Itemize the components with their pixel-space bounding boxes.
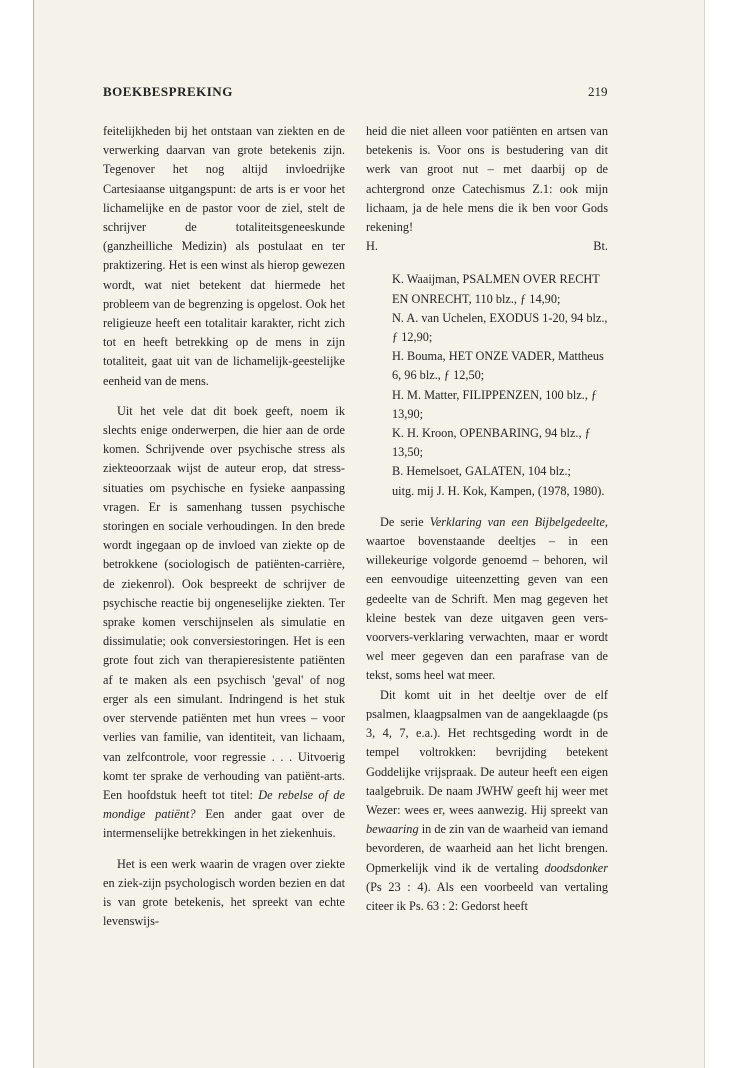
- running-header-section: BOEKBESPREKING: [103, 84, 233, 99]
- right-paragraph-3: [366, 686, 608, 916]
- bibliography-entry: K. Waaijman, PSALMEN OVER RECHT EN ONRECHT, 110 blz., ƒ 14,90;: [392, 272, 600, 306]
- left-paragraph-2-text-a: Uit het vele dat dit boek geeft, noem ik slechts enige onderwerpen, die hier aan de orde komen. Schrijvende over psychische stress als ziekteoorzaak wijst de auteur erop, dat stress-situaties om psychische en fysieke aanpassing vragen. Er is samenhang tussen psychische storingen en sociale verhoudingen. In den brede wordt ingegaan op de invloed van ziekte op de betrokkene (sociologisch de patiënten-carrière, de ziekenrol). Ook bespreekt de schrijver de psychische reactie bij ongeneselijke ziekten. Ter sprake komen verschijnselen als simulatie en dissimulatie; ook conversiestoringen. Het is een grote fout zich van therapieresistente patiënten af te maken als een psychisch 'geval' of nog erger als een simulant. Indringend is het stuk over stervende patiënten met hun vrees – voor verlies van familie, van identiteit, van lichaam, van zelfcontrole, voor regressie . . . Uitvoerig komt ter sprake de verhouding van patiënt-arts. Een hoofdstuk heeft tot titel:: [103, 403, 345, 802]
- left-paragraph-2-text-b: Een ander gaat over de intermenselijke betrekkingen in het ziekenhuis.: [103, 807, 345, 841]
- right-paragraph-2: [366, 513, 608, 686]
- bibliography-entry: N. A. van Uchelen, EXODUS 1-20, 94 blz., ƒ 12,90;: [392, 310, 608, 345]
- italic-term-doodsdonker: doodsdonker: [544, 860, 608, 875]
- right-paragraph-3-text-b: in de zin van de waarheid van iemand bevorderen, de waarheid aan het licht brengen. Opmerkelijk vind ik de vertaling: [366, 822, 608, 875]
- right-paragraph-2-text-b: waartoe bovenstaande deeltjes – in een willekeurige volgorde genoemd – behoren, wil een eenvoudige uiteenzetting geven van een gedeelte van de Schrift. Men mag gegeven het kleine bestek van deze uitgaven geen vers-voorvers-verklaring verwachten, maar er wordt wel meer gegeven dan een parafrase van de tekst, soms heel wat meer.: [366, 534, 608, 683]
- bibliography-entry: H. M. Matter, FILIPPENZEN, 100 blz., ƒ 13,90;: [392, 387, 598, 421]
- right-column: [366, 122, 608, 916]
- left-column: [103, 122, 345, 931]
- chapter-title-italic: De rebelse of de mondige patiënt?: [103, 787, 345, 822]
- italic-term-bewaaring: bewaaring: [366, 822, 419, 837]
- bibliography-entry: H. Bouma, HET ONZE VADER, Mattheus 6, 96 blz., ƒ 12,50;: [392, 349, 604, 383]
- page-number: 219: [588, 84, 608, 99]
- bibliography-entry: B. Hemelsoet, GALATEN, 104 blz.;: [392, 464, 571, 479]
- review-signature: [366, 237, 608, 256]
- left-paragraph-1: feitelijkheden bij het ontstaan van ziekten en de verwerking daarvan van grote betekenis zijn. Tegenover het nog altijd invloedrijke Cartesiaanse uitgangspunt: de arts is er voor het lichamelijke en de pastor voor de ziel, stelt de schrijver de totaliteitsgeneeskunde (ganzheilliche Medizin) als postulaat en ter praktizering. Het is een winst als hierop gewezen wordt, wat niet betekent dat hiermede het probleem van de begrenzing is opgelost. Ook het religieuze heeft een totalitair karakter, richt zich tot en heeft betrekking op de mens in zijn totaliteit, gaat uit van de lichamelijk-geestelijke eenheid van de mens.: [103, 124, 345, 388]
- left-paragraph-2: [103, 402, 345, 844]
- right-paragraph-3-text-c: (Ps 23 : 4). Als een voorbeeld van vertaling citeer ik Ps. 63 : 2: Gedorst heeft: [366, 879, 608, 913]
- signature-initial: H.: [366, 239, 378, 254]
- signature-author: Bt.: [593, 239, 608, 254]
- series-title-italic: Verklaring van een Bijbelgedeelte,: [429, 514, 609, 529]
- bibliography-entry: K. H. Kroon, OPENBARING, 94 blz., ƒ 13,50;: [392, 426, 591, 460]
- bibliography-entry: uitg. mij J. H. Kok, Kampen, (1978, 1980).: [392, 483, 605, 498]
- right-paragraph-1: heid die niet alleen voor patiënten en artsen van betekenis is. Voor ons is bestudering van dit werk van groot nut – met daarbij op de achtergrond onze Catechismus Z.1: ook mijn lichaam, ja de hele mens die ik ben voor Gods rekening!: [366, 124, 608, 235]
- right-paragraph-2-text-a: De serie: [380, 514, 430, 529]
- left-paragraph-3: Het is een werk waarin de vragen over ziekte en ziek-zijn psychologisch worden bezien en dat is van grote betekenis, het spreekt van echte levenswijs-: [103, 856, 345, 929]
- bibliography-list: [392, 270, 608, 500]
- right-paragraph-3-text-a: Dit komt uit in het deeltje over de elf psalmen, klaagpsalmen van de aangeklaagde (ps 3, 4, 7, e.a.). Het rechtsgeding wordt in de tempel voltrokken: bevrijding betekent Goddelijke vrijspraak. De auteur heeft een eigen taalgebruik. De naam JWHW geeft hij weer met Wezer: wees er, wees aanwezig. Hij spreekt van: [366, 687, 608, 817]
